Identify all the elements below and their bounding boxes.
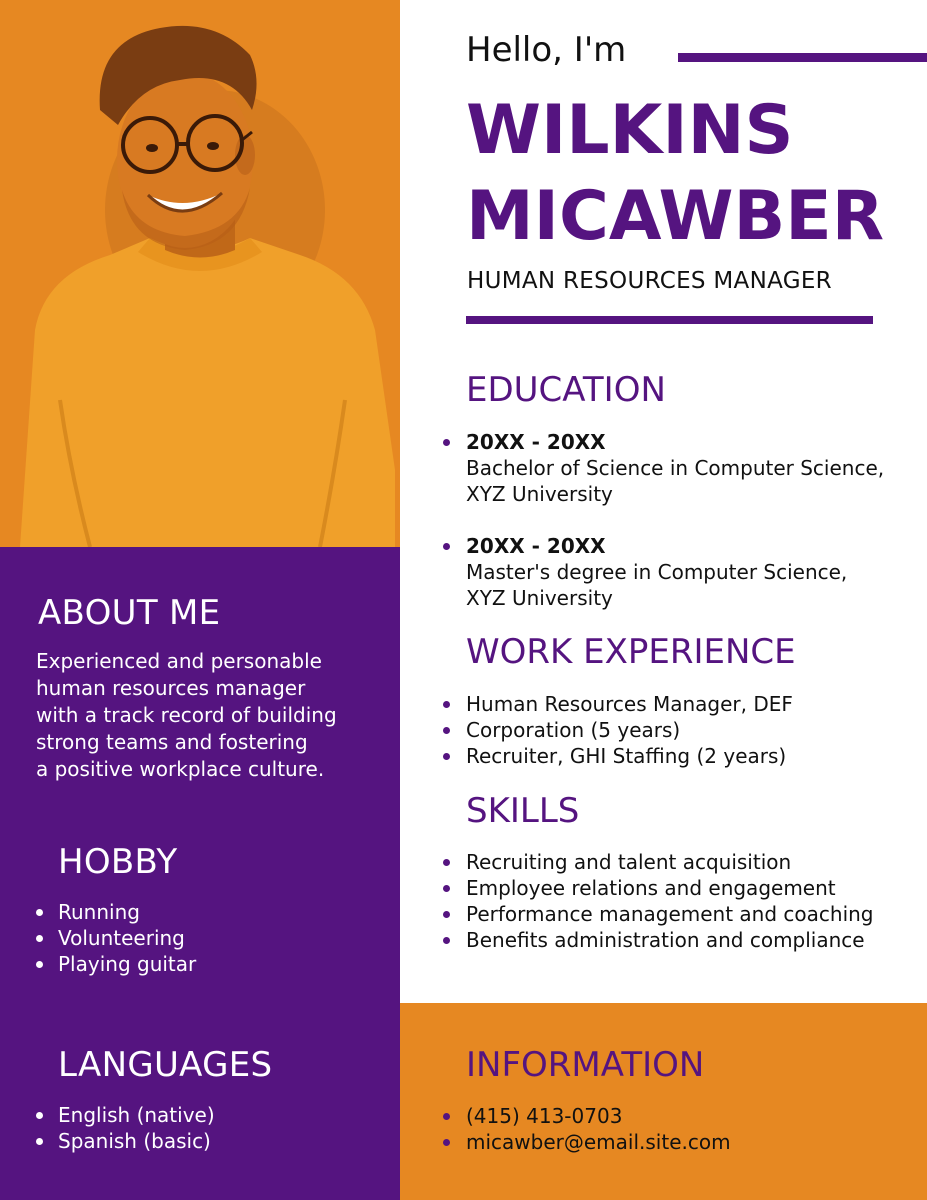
hobby-item: Volunteering: [36, 925, 196, 951]
education-item: [443, 533, 884, 611]
job-title: HUMAN RESOURCES MANAGER: [467, 268, 832, 294]
work-item: Human Resources Manager, DEF: [443, 691, 793, 717]
about-title: ABOUT ME: [38, 593, 221, 633]
role-divider: [466, 316, 873, 324]
education-years: 20XX - 20XX: [466, 534, 606, 558]
skill-item: Performance management and coaching: [443, 901, 874, 927]
about-text-line: strong teams and fostering: [36, 730, 308, 754]
work-item: Corporation (5 years): [443, 717, 793, 743]
work-title: WORK EXPERIENCE: [466, 632, 796, 672]
work-list: [443, 691, 793, 769]
hobby-item: Playing guitar: [36, 951, 196, 977]
first-name: WILKINS: [466, 91, 794, 170]
hobby-list: [36, 899, 196, 977]
education-school: XYZ University: [466, 482, 613, 506]
education-degree: Master's degree in Computer Science,: [466, 560, 848, 584]
about-text-line: a positive workplace culture.: [36, 757, 325, 781]
education-years: 20XX - 20XX: [466, 430, 606, 454]
information-panel: [400, 1003, 927, 1200]
header-accent-line: [678, 53, 927, 62]
profile-photo: [0, 0, 400, 547]
last-name: MICAWBER: [466, 177, 885, 256]
skills-title: SKILLS: [466, 791, 580, 831]
languages-list: [36, 1102, 215, 1154]
left-sidebar-panel: [0, 547, 400, 1200]
education-list: [443, 429, 884, 637]
information-list: [443, 1103, 731, 1155]
about-text-line: with a track record of building: [36, 703, 337, 727]
work-item: Recruiter, GHI Staffing (2 years): [443, 743, 793, 769]
hobby-item: Running: [36, 899, 196, 925]
phone-number: (415) 413-0703: [443, 1103, 731, 1129]
email-address: micawber@email.site.com: [443, 1129, 731, 1155]
education-degree: Bachelor of Science in Computer Science,: [466, 456, 885, 480]
skills-list: [443, 849, 874, 953]
about-text-line: human resources manager: [36, 676, 306, 700]
portrait-illustration: [0, 0, 400, 547]
language-item: English (native): [36, 1102, 215, 1128]
information-title: INFORMATION: [466, 1045, 705, 1085]
languages-title: LANGUAGES: [58, 1045, 273, 1085]
about-text-line: Experienced and personable: [36, 649, 322, 673]
education-item: [443, 429, 884, 507]
skill-item: Benefits administration and compliance: [443, 927, 874, 953]
skill-item: Recruiting and talent acquisition: [443, 849, 874, 875]
greeting: Hello, I'm: [466, 30, 627, 70]
skill-item: Employee relations and engagement: [443, 875, 874, 901]
hobby-title: HOBBY: [58, 842, 178, 882]
about-text: [36, 648, 376, 783]
education-school: XYZ University: [466, 586, 613, 610]
language-item: Spanish (basic): [36, 1128, 215, 1154]
education-title: EDUCATION: [466, 370, 666, 410]
full-name: [466, 88, 884, 260]
